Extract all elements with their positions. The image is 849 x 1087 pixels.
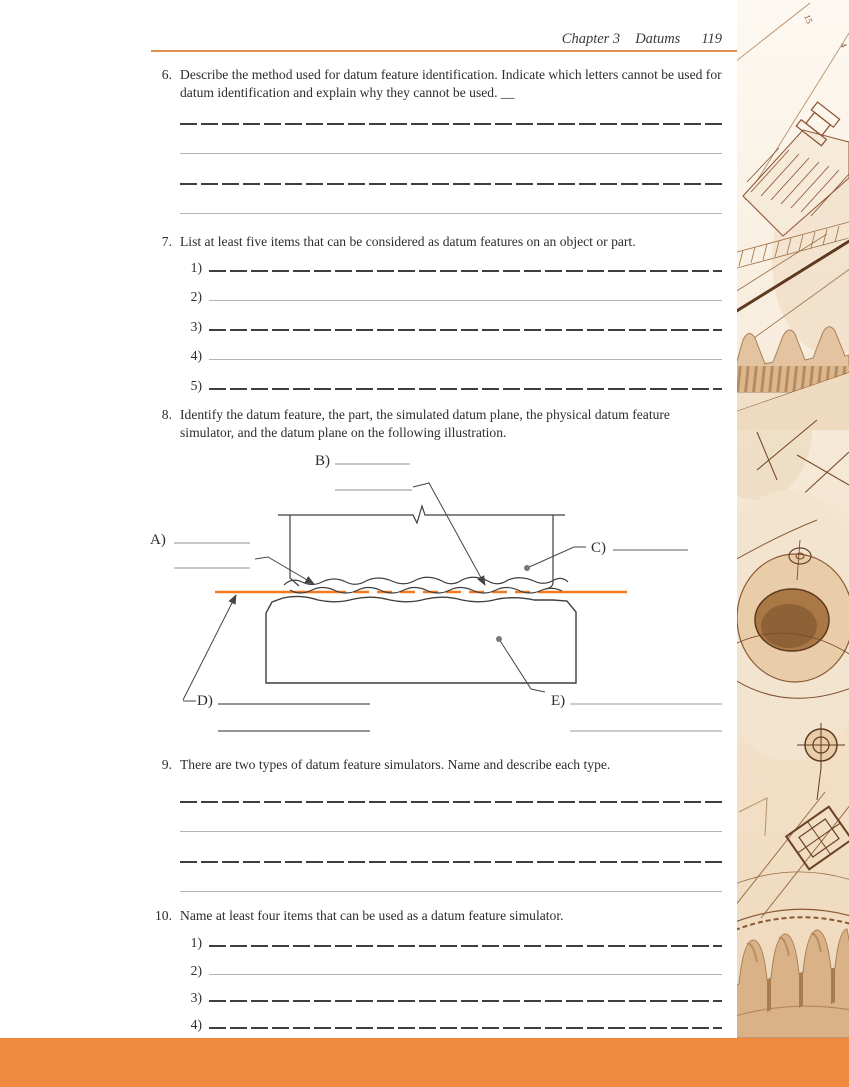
leader-d — [183, 595, 236, 700]
list-item — [158, 988, 722, 1005]
item-number: 2) — [190, 963, 202, 978]
simulator-block — [266, 596, 576, 683]
question-text: Name at least four items that can be used as a datum feature simulator. — [180, 908, 564, 923]
leader-a — [255, 557, 314, 584]
item-number: 1) — [190, 260, 202, 275]
page-number: 119 — [701, 31, 722, 47]
answer-line — [209, 945, 722, 947]
question-text: List at least five items that can be considered as datum features on an object or part. — [180, 234, 636, 249]
list-item — [158, 961, 722, 978]
section-title: Datums — [635, 31, 681, 47]
list-item — [158, 346, 722, 363]
list-item — [158, 317, 722, 334]
question-8 — [138, 406, 722, 442]
chapter-title: Chapter 3 — [561, 31, 621, 47]
leader-dot-e — [496, 636, 502, 642]
footer-bar — [0, 1038, 849, 1087]
list-item — [158, 287, 722, 304]
question-7 — [138, 233, 722, 251]
question-number: 9. — [161, 757, 172, 772]
running-head — [360, 31, 722, 48]
label-e: E) — [551, 693, 566, 709]
datum-illustration — [145, 445, 730, 747]
item-number: 3) — [190, 990, 202, 1005]
part-outline — [278, 506, 568, 593]
answer-line — [180, 831, 722, 832]
answer-line — [209, 300, 722, 301]
art-dimension-label: 15 — [802, 13, 815, 26]
answer-line — [209, 1000, 722, 1002]
answer-line — [180, 861, 722, 863]
question-10 — [138, 907, 722, 925]
list-item — [158, 376, 722, 393]
item-number: 4) — [190, 1017, 202, 1032]
item-number: 1) — [190, 935, 202, 950]
question-text — [180, 66, 722, 102]
item-number: 2) — [190, 289, 202, 304]
answer-line — [209, 270, 722, 272]
list-item — [158, 1015, 722, 1032]
answer-line — [180, 183, 722, 185]
leader-dot-c — [524, 565, 530, 571]
answer-line — [180, 153, 722, 154]
label-c: C) — [591, 540, 606, 556]
list-item — [158, 258, 722, 275]
leader-b — [413, 483, 485, 585]
item-number: 3) — [190, 319, 202, 334]
item-number: 4) — [190, 348, 202, 363]
inline-blank: __ — [497, 84, 515, 100]
answer-line — [209, 359, 722, 360]
question-text: There are two types of datum feature simulators. Name and describe each type. — [180, 757, 611, 772]
answer-line — [180, 801, 722, 803]
art-dimension-label: 4 — [838, 41, 849, 49]
rough-surface-wave — [284, 577, 568, 585]
answer-line — [180, 891, 722, 892]
engineering-drawing-art — [737, 0, 849, 1038]
label-b: B) — [315, 453, 330, 469]
leader-c — [527, 547, 586, 568]
answer-line — [209, 1027, 722, 1029]
label-d: D) — [197, 693, 213, 709]
question-text: Identify the datum feature, the part, the simulated datum plane, the physical datum feature simulator, and the datum plane on the following illustration. — [180, 407, 670, 440]
question-6-body: Describe the method used for datum feature identification. Indicate which letters cannot be used for datum identification and explain why they cannot be used. — [180, 67, 722, 100]
answer-line — [209, 388, 722, 390]
question-number: 6. — [161, 67, 172, 82]
question-number: 7. — [161, 234, 172, 249]
question-9 — [138, 756, 722, 774]
label-a: A) — [150, 532, 166, 548]
question-number: 8. — [161, 407, 172, 422]
question-6 — [138, 66, 722, 102]
header-rule — [151, 50, 737, 52]
answer-line — [180, 213, 722, 214]
list-item — [158, 933, 722, 950]
item-number: 5) — [190, 378, 202, 393]
answer-line — [209, 974, 722, 975]
answer-line — [180, 123, 722, 125]
answer-line — [209, 329, 722, 331]
question-number: 10. — [155, 908, 172, 923]
